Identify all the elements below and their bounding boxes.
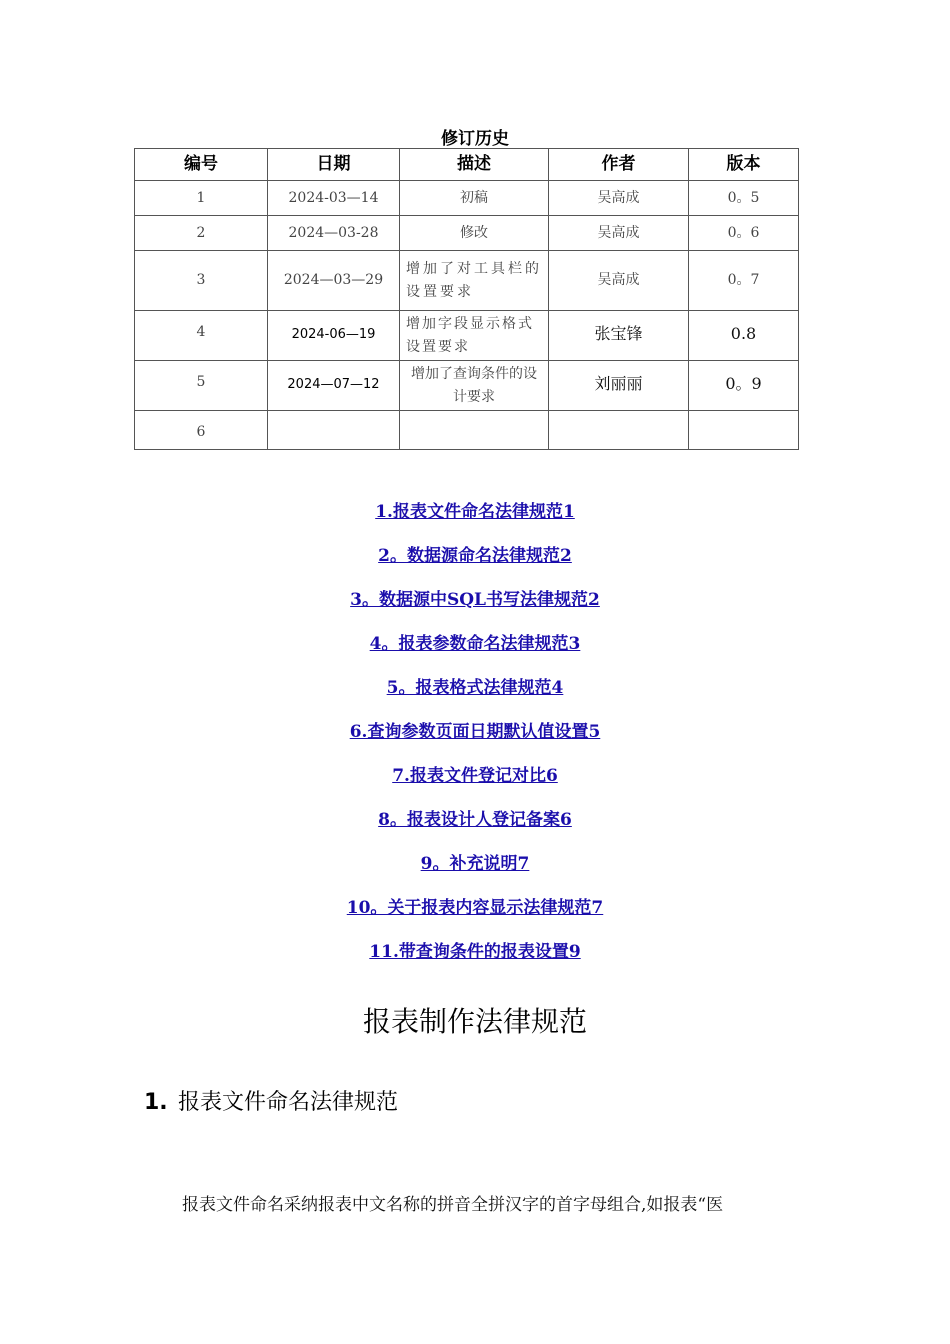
- cell-number: 4: [135, 311, 268, 361]
- cell-author: 吴高成: [549, 251, 689, 311]
- cell-description: 修改: [400, 216, 549, 251]
- cell-version: 0。5: [689, 181, 799, 216]
- cell-number: 5: [135, 361, 268, 411]
- toc-link[interactable]: 7.报表文件登记对比6: [392, 766, 558, 786]
- cell-author: 刘丽丽: [549, 361, 689, 411]
- cell-date: 2024-03—14: [268, 181, 400, 216]
- cell-version: 0。6: [689, 216, 799, 251]
- table-of-contents: [0, 498, 950, 982]
- cell-date: 2024—03-28: [268, 216, 400, 251]
- header-number: 编号: [135, 149, 268, 181]
- toc-link[interactable]: 8。报表设计人登记备案6: [378, 810, 572, 830]
- cell-version: 0.8: [689, 311, 799, 361]
- table-header-row: [135, 149, 799, 181]
- table-row: [135, 181, 799, 216]
- section-title: 报表文件命名法律规范: [178, 1090, 399, 1115]
- cell-date: 2024—07—12: [268, 361, 400, 411]
- toc-link[interactable]: 5。报表格式法律规范4: [386, 678, 564, 698]
- body-paragraph: 报表文件命名采纳报表中文名称的拼音全拼汉字的首字母组合,如报表“医: [182, 1195, 724, 1215]
- document-title: 报表制作法律规范: [362, 1005, 587, 1038]
- cell-version: [689, 411, 799, 450]
- revision-history-table: [134, 148, 799, 450]
- table-row: [135, 311, 799, 361]
- toc-link[interactable]: 2。数据源命名法律规范2: [378, 546, 572, 566]
- header-version: 版本: [689, 149, 799, 181]
- cell-date: 2024—03—29: [268, 251, 400, 311]
- section-heading: [144, 1085, 398, 1116]
- cell-description: [400, 411, 549, 450]
- header-date: 日期: [268, 149, 400, 181]
- section-number: 1.: [144, 1090, 168, 1115]
- table-row: [135, 216, 799, 251]
- toc-link[interactable]: 1.报表文件命名法律规范1: [375, 502, 575, 522]
- header-author: 作者: [549, 149, 689, 181]
- cell-number: 6: [135, 411, 268, 450]
- cell-version: 0。7: [689, 251, 799, 311]
- toc-link[interactable]: 6.查询参数页面日期默认值设置5: [349, 722, 601, 742]
- toc-link[interactable]: 9。补充说明7: [420, 854, 530, 874]
- cell-number: 1: [135, 181, 268, 216]
- cell-description: 增加字段显示格式设置要求: [400, 311, 549, 361]
- cell-description: 初稿: [400, 181, 549, 216]
- toc-link[interactable]: 4。报表参数命名法律规范3: [369, 634, 581, 654]
- toc-link[interactable]: 11.带查询条件的报表设置9: [369, 942, 581, 962]
- cell-number: 3: [135, 251, 268, 311]
- cell-description: 增加了查询条件的设计要求: [400, 361, 549, 411]
- table-row: [135, 251, 799, 311]
- cell-date: 2024-06—19: [268, 311, 400, 361]
- cell-description: 增加了对工具栏的设置要求: [400, 251, 549, 311]
- cell-number: 2: [135, 216, 268, 251]
- header-description: 描述: [400, 149, 549, 181]
- cell-author: [549, 411, 689, 450]
- table-row: [135, 411, 799, 450]
- cell-version: 0。9: [689, 361, 799, 411]
- revision-history-title: 修订历史: [441, 129, 509, 149]
- cell-author: 张宝锋: [549, 311, 689, 361]
- toc-link[interactable]: 3。数据源中SQL书写法律规范2: [350, 590, 600, 610]
- cell-author: 吴高成: [549, 181, 689, 216]
- toc-link[interactable]: 10。关于报表内容显示法律规范7: [346, 898, 604, 918]
- cell-author: 吴高成: [549, 216, 689, 251]
- table-row: [135, 361, 799, 411]
- cell-date: [268, 411, 400, 450]
